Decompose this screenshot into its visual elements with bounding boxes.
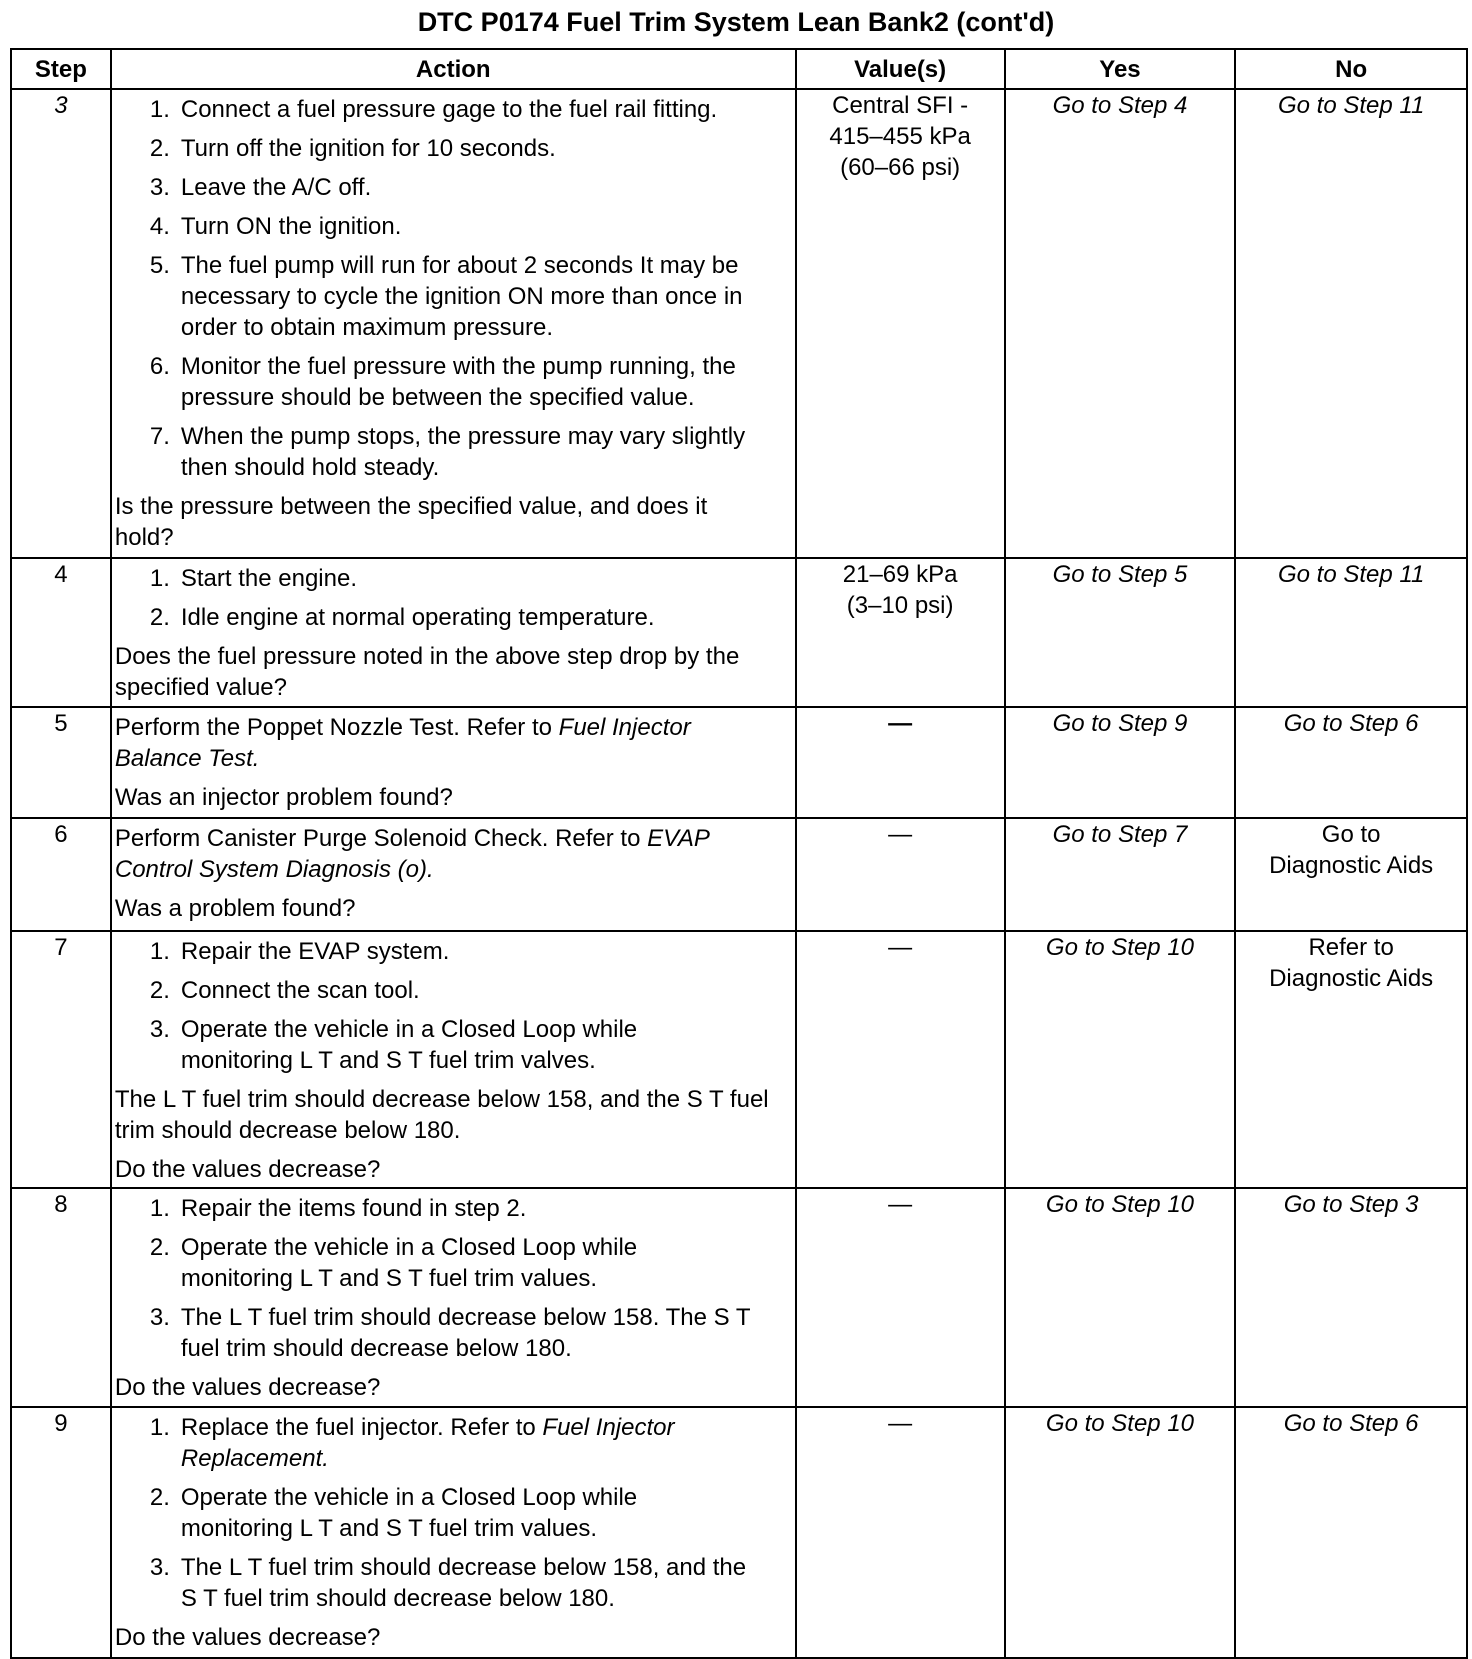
step-number: 7 [11, 931, 111, 1188]
action-question: Is the pressure between the specified value, and does it hold? [114, 493, 708, 551]
list-item: 1. Repair the EVAP system. [149, 938, 450, 965]
reference-link: Fuel Injector Replacement. [180, 1414, 675, 1472]
action-list [115, 563, 789, 633]
header-values: Value(s) [796, 49, 1005, 89]
no-text: Diagnostic Aids [1269, 965, 1434, 992]
action-cell [111, 1407, 796, 1658]
list-item: 6. Monitor the fuel pressure with the pump running, the pressure should be between the specified value. [149, 353, 736, 411]
list-item: 2. Operate the vehicle in a Closed Loop while monitoring L T and S T fuel trim values. [149, 1484, 638, 1542]
header-step: Step [11, 49, 111, 89]
step-number: 4 [11, 558, 111, 707]
list-item: 1. Connect a fuel pressure gage to the fuel rail fitting. [149, 96, 718, 123]
list-item: 2. Idle engine at normal operating temperature. [149, 604, 655, 631]
yes-cell [1005, 931, 1236, 1188]
no-cell [1235, 707, 1467, 818]
action-cell [111, 89, 796, 558]
action-list [115, 936, 789, 1076]
action-question: Was an injector problem found? [114, 784, 453, 811]
value-cell: — [796, 931, 1005, 1188]
value-text: (60–66 psi) [840, 154, 961, 181]
table-row [11, 1407, 1467, 1658]
list-item: 3. The L T fuel trim should decrease below 158, and the S T fuel trim should decrease below 180. [149, 1554, 747, 1612]
yes-link: Go to Step 7 [1052, 821, 1188, 848]
yes-cell [1005, 89, 1236, 558]
value-cell: — [796, 1188, 1005, 1407]
yes-cell [1005, 1407, 1236, 1658]
page-title: DTC P0174 Fuel Trim System Lean Bank2 (cont'd) [417, 7, 1055, 37]
list-item: 3. Leave the A/C off. [149, 174, 372, 201]
list-item: 2. Connect the scan tool. [149, 977, 420, 1004]
list-item: 5. The fuel pump will run for about 2 seconds It may be necessary to cycle the ignition ON more than once in order to obtain maximum pressure. [149, 252, 743, 341]
action-list [115, 1193, 789, 1364]
value-text: (3–10 psi) [846, 592, 954, 619]
no-cell [1235, 1188, 1467, 1407]
step-number: 5 [11, 707, 111, 818]
yes-cell [1005, 707, 1236, 818]
step-number: 9 [11, 1407, 111, 1658]
table-row [11, 707, 1467, 818]
list-item: 3. Operate the vehicle in a Closed Loop while monitoring L T and S T fuel trim valves. [149, 1016, 638, 1074]
no-link: Go to Step 6 [1283, 1410, 1419, 1437]
header-action: Action [111, 49, 796, 89]
yes-cell [1005, 558, 1236, 707]
no-cell [1235, 818, 1467, 931]
action-note: The L T fuel trim should decrease below 158, and the S T fuel trim should decrease below 180. [114, 1086, 769, 1144]
no-cell [1235, 931, 1467, 1188]
value-cell [796, 89, 1005, 558]
reference-link: EVAP Control System Diagnosis (o). [114, 825, 709, 883]
table-row [11, 1188, 1467, 1407]
action-text: Perform the Poppet Nozzle Test. Refer to Fuel Injector Balance Test. [114, 714, 691, 772]
table-row [11, 558, 1467, 707]
yes-link: Go to Step 10 [1045, 934, 1195, 961]
no-cell [1235, 1407, 1467, 1658]
list-item: 3. The L T fuel trim should decrease below 158. The S T fuel trim should decrease below 180. [149, 1304, 751, 1362]
no-text: Diagnostic Aids [1269, 852, 1434, 879]
action-cell [111, 707, 796, 818]
action-question: Do the values decrease? [114, 1156, 381, 1183]
action-cell [111, 1188, 796, 1407]
no-link: Go to Step 3 [1283, 1191, 1419, 1218]
list-item: 1. Repair the items found in step 2. [149, 1195, 527, 1222]
action-cell [111, 558, 796, 707]
list-item: 2. Turn off the ignition for 10 seconds. [149, 135, 556, 162]
no-link: Go to Step 6 [1283, 710, 1419, 737]
value-cell: — [796, 818, 1005, 931]
list-item: 4. Turn ON the ignition. [149, 213, 402, 240]
step-number: 6 [11, 818, 111, 931]
action-list [115, 94, 789, 483]
value-cell [796, 558, 1005, 707]
reference-link: Fuel Injector Balance Test. [114, 714, 691, 772]
no-text: Go to [1321, 821, 1381, 848]
list-item: 2. Operate the vehicle in a Closed Loop while monitoring L T and S T fuel trim values. [149, 1234, 638, 1292]
no-link: Go to Step 11 [1277, 561, 1425, 588]
no-cell [1235, 89, 1467, 558]
yes-cell [1005, 1188, 1236, 1407]
yes-link: Go to Step 10 [1045, 1191, 1195, 1218]
no-cell [1235, 558, 1467, 707]
header-no: No [1235, 49, 1467, 89]
action-text: Perform Canister Purge Solenoid Check. Refer to EVAP Control System Diagnosis (o). [114, 825, 709, 883]
yes-link: Go to Step 5 [1052, 561, 1188, 588]
action-cell [111, 931, 796, 1188]
action-list [115, 1412, 789, 1614]
diagnostic-table [10, 48, 1468, 1659]
action-question: Do the values decrease? [114, 1624, 381, 1651]
value-text: Central SFI - [832, 92, 969, 119]
yes-link: Go to Step 4 [1052, 92, 1188, 119]
step-number: 8 [11, 1188, 111, 1407]
value-cell: — [796, 1407, 1005, 1658]
yes-link: Go to Step 10 [1045, 1410, 1195, 1437]
list-item: 1. Start the engine. [149, 565, 357, 592]
table-header-row [11, 49, 1467, 89]
yes-cell [1005, 818, 1236, 931]
table-row [11, 89, 1467, 558]
value-text: 21–69 kPa [842, 561, 958, 588]
value-text: 415–455 kPa [829, 123, 971, 150]
action-cell [111, 818, 796, 931]
yes-link: Go to Step 9 [1052, 710, 1188, 737]
no-text: Refer to [1308, 934, 1394, 961]
value-cell: — [796, 707, 1005, 818]
table-row [11, 818, 1467, 931]
header-yes: Yes [1005, 49, 1236, 89]
table-row [11, 931, 1467, 1188]
no-link: Go to Step 11 [1277, 92, 1425, 119]
step-number: 3 [11, 89, 111, 558]
action-question: Does the fuel pressure noted in the above step drop by the specified value? [114, 643, 740, 701]
action-question: Was a problem found? [114, 895, 356, 922]
list-item: 7. When the pump stops, the pressure may vary slightly then should hold steady. [149, 423, 746, 481]
list-item: 1. Replace the fuel injector. Refer to Fuel Injector Replacement. [149, 1414, 675, 1472]
action-question: Do the values decrease? [114, 1374, 381, 1401]
